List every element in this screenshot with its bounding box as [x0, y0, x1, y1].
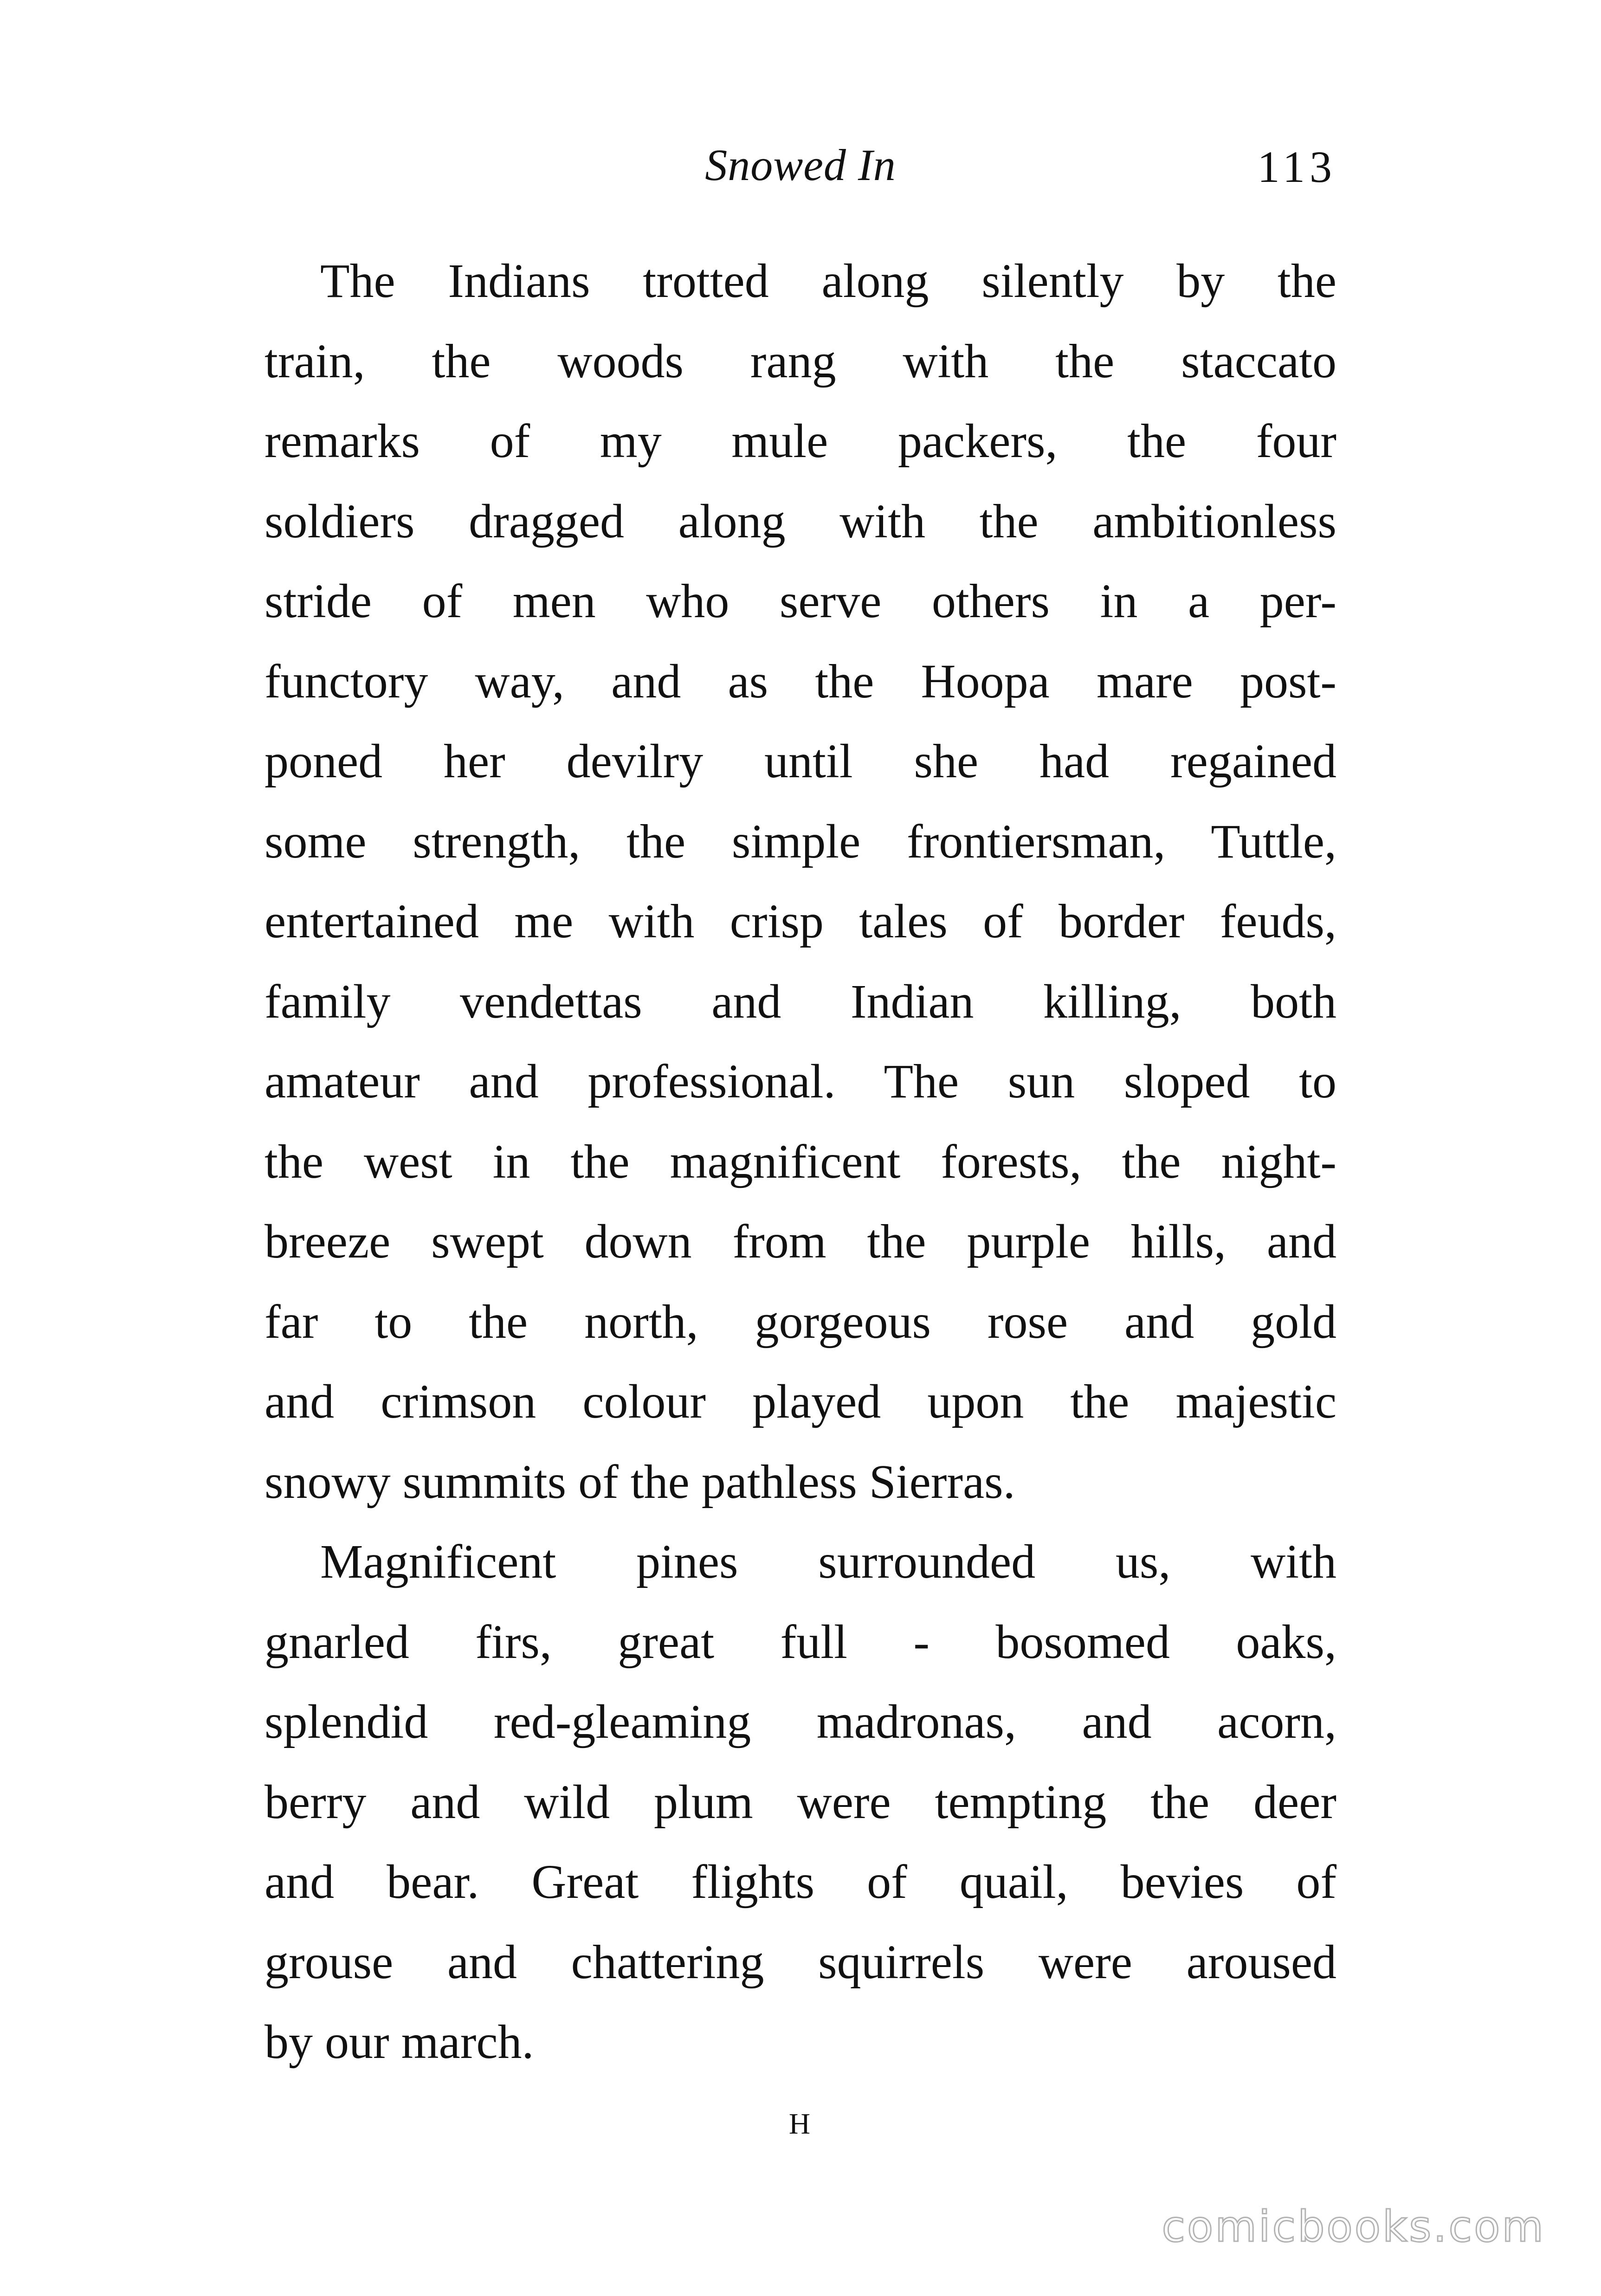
text-line: the west in the magnificent forests, the night-	[265, 1135, 1336, 1188]
text-line: some strength, the simple frontiersman, Tuttle,	[265, 814, 1336, 868]
text-line: snowy summits of the pathless Sierras.	[265, 1455, 1015, 1509]
text-line: entertained me with crisp tales of border feuds,	[265, 895, 1336, 948]
text-line: gnarled firs, great full - bosomed oaks,	[265, 1615, 1336, 1669]
text-line: breeze swept down from the purple hills, and	[265, 1215, 1336, 1268]
text-line: amateur and professional. The sun sloped to	[265, 1055, 1336, 1108]
text-line: Magnificent pines surrounded us, with	[320, 1535, 1336, 1588]
text-line: berry and wild plum were tempting the deer	[265, 1775, 1336, 1829]
watermark: comicbooks.com	[1162, 2202, 1545, 2251]
text-line: family vendettas and Indian killing, both	[265, 974, 1336, 1028]
text-line: functory way, and as the Hoopa mare post-	[265, 654, 1336, 708]
running-title: Snowed In	[705, 140, 896, 190]
text-line: poned her devilry until she had regained	[265, 735, 1336, 788]
text-line: The Indians trotted along silently by the	[320, 254, 1336, 308]
text-line: by our march.	[265, 2015, 534, 2069]
text-line: far to the north, gorgeous rose and gold	[265, 1295, 1336, 1348]
running-head	[265, 139, 1336, 200]
page-number: 113	[1257, 142, 1336, 192]
text-line: train, the woods rang with the staccato	[265, 334, 1336, 388]
text-line: stride of men who serve others in a per-	[265, 574, 1336, 628]
paragraph-1	[265, 241, 1336, 1522]
text-line: and bear. Great flights of quail, bevies of	[265, 1855, 1336, 1909]
signature-mark: H	[788, 2107, 813, 2140]
text-line: grouse and chattering squirrels were aroused	[265, 1935, 1336, 1989]
text-line: splendid red-gleaming madronas, and acorn,	[265, 1695, 1336, 1748]
body-text	[265, 241, 1336, 2083]
text-line: soldiers dragged along with the ambitionless	[265, 494, 1336, 548]
paragraph-2	[265, 1522, 1336, 2083]
text-line: and crimson colour played upon the majestic	[265, 1375, 1336, 1428]
text-line: remarks of my mule packers, the four	[265, 414, 1336, 468]
